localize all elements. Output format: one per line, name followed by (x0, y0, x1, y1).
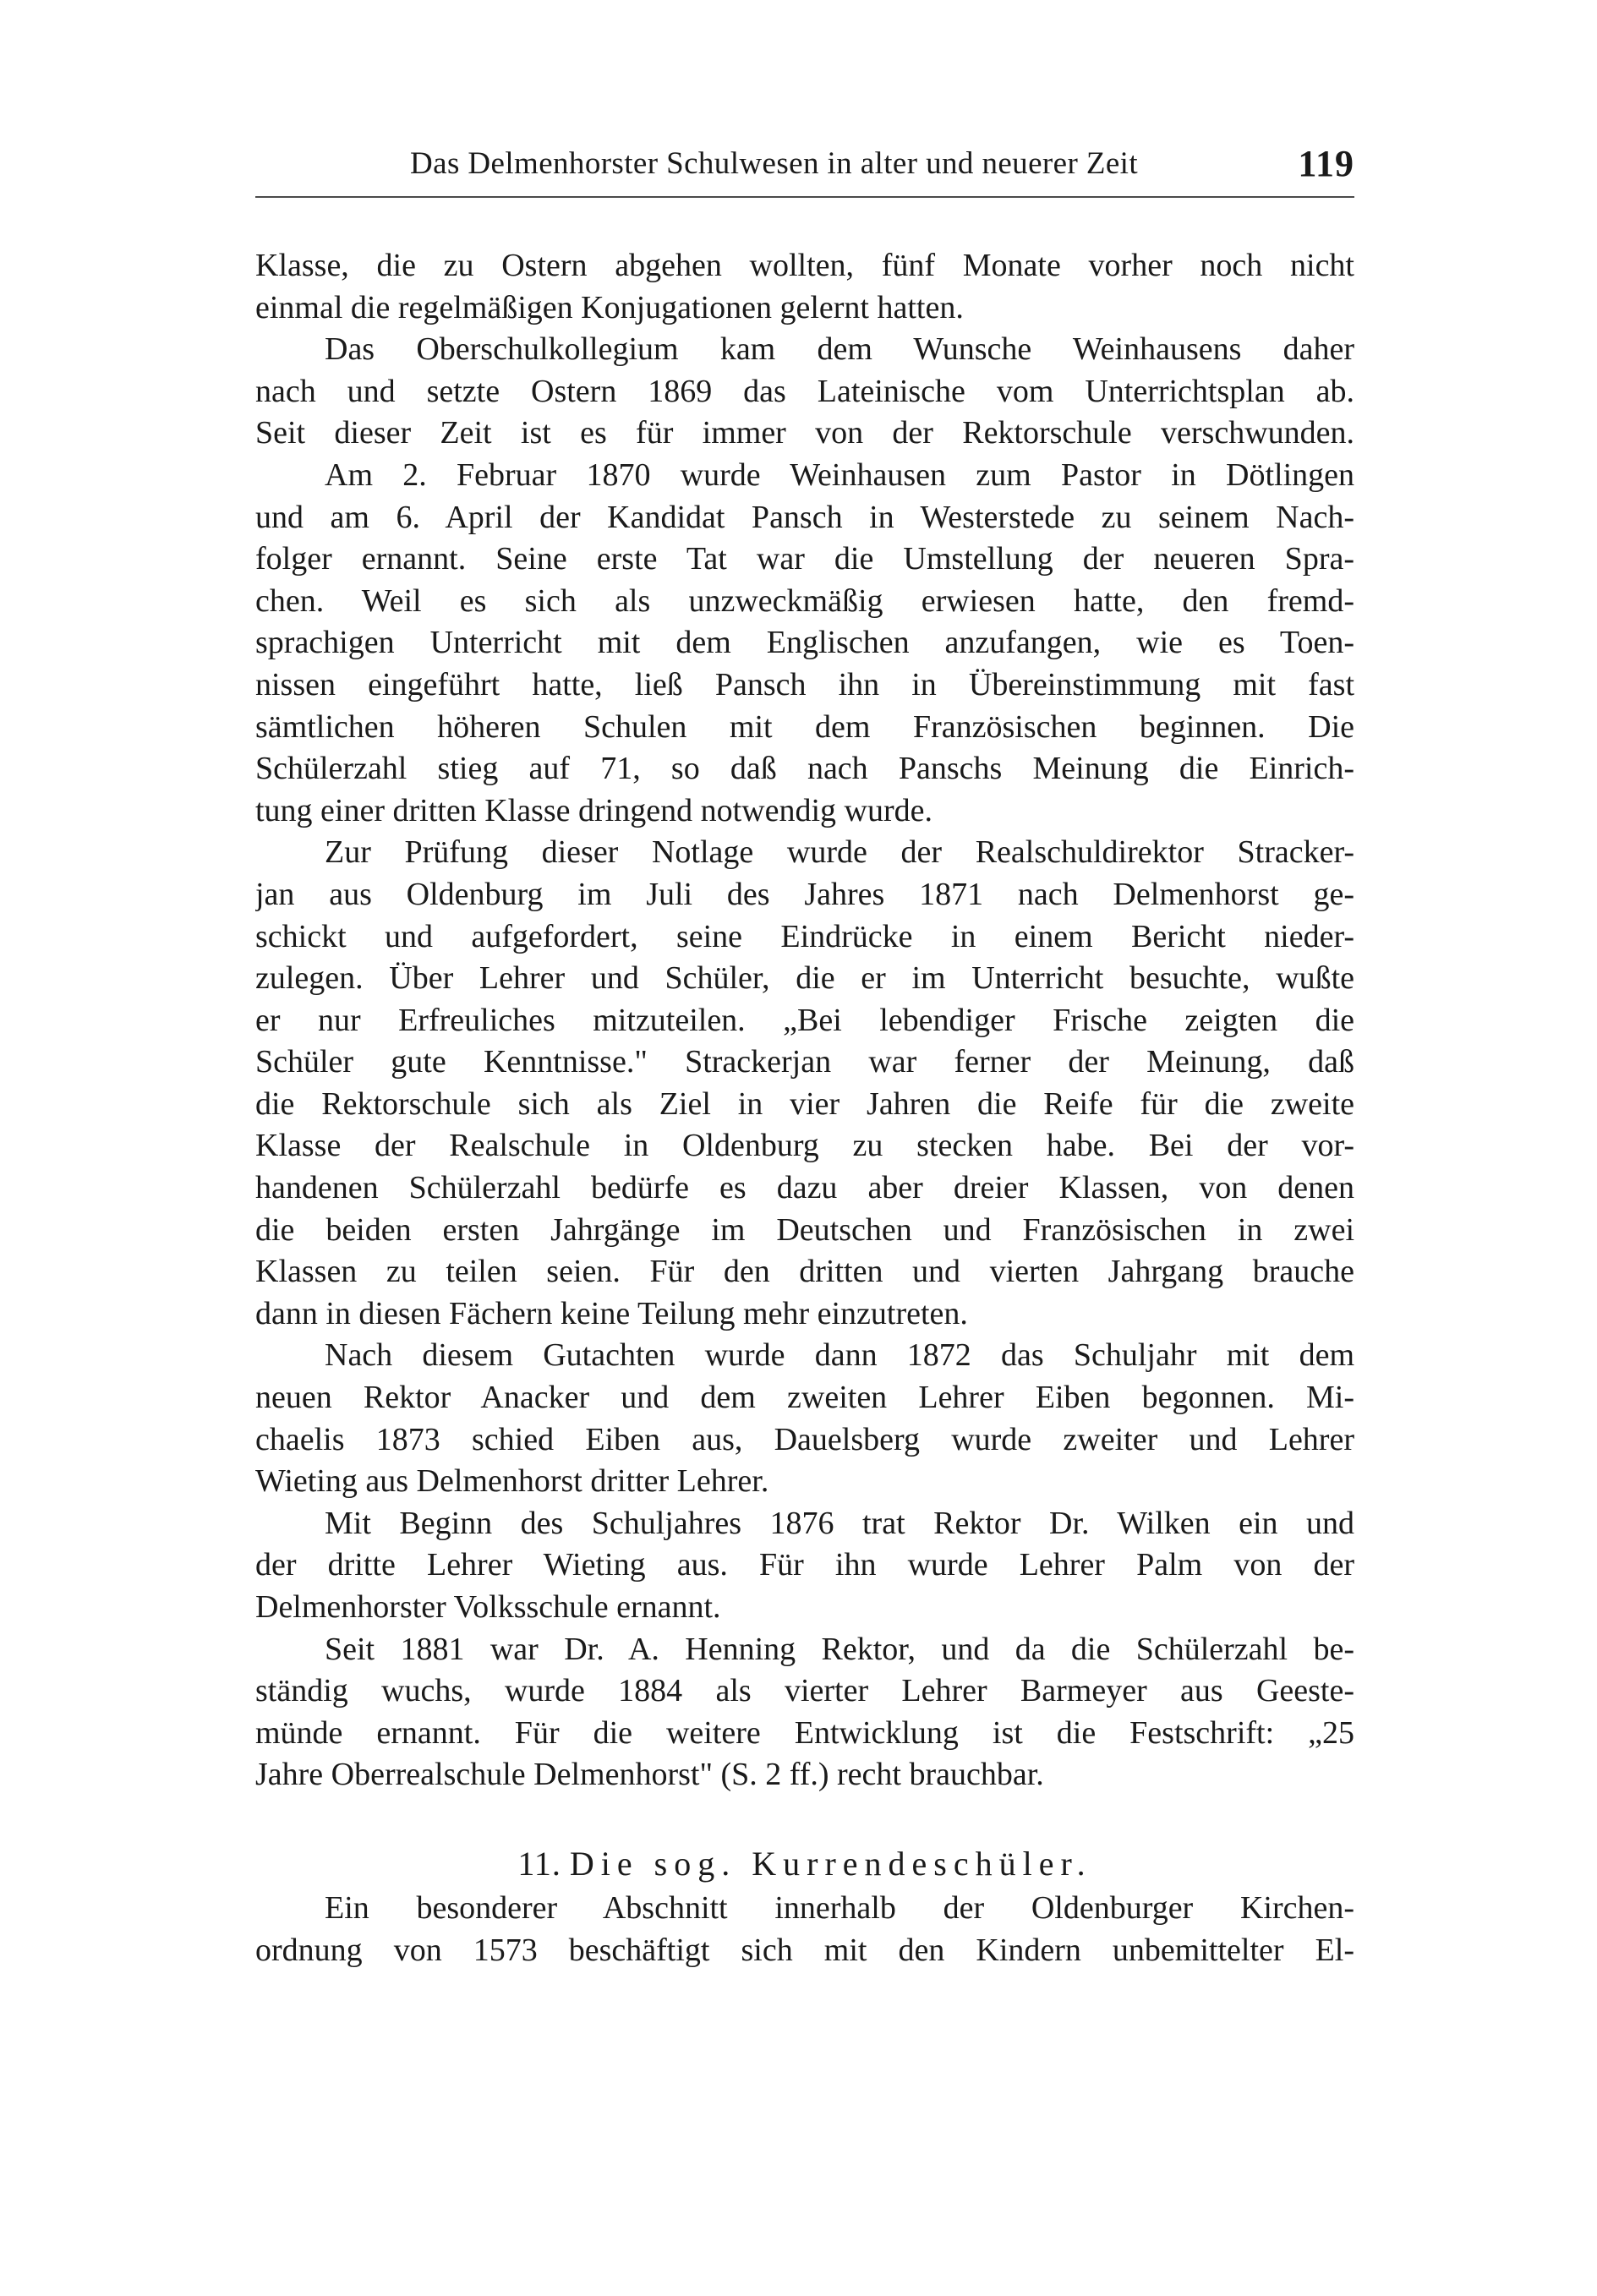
text-line: Klassen zu teilen seien. Für den dritten und vierten Jahrgang brauche (255, 1254, 1354, 1290)
running-head (255, 142, 1354, 193)
text-line: die beiden ersten Jahrgänge im Deutschen und Französischen in zwei (255, 1211, 1354, 1248)
text-line: Klasse der Realschule in Oldenburg zu stecken habe. Bei der vor- (255, 1128, 1354, 1164)
text-line: Schüler gute Kenntnisse." Strackerjan war ferner der Meinung, daß (255, 1044, 1354, 1080)
text-line: folger ernannt. Seine erste Tat war die Umstellung der neueren Spra- (255, 541, 1354, 577)
body-text (255, 245, 1354, 1971)
text-line: ordnung von 1573 beschäftigt sich mit den Kindern unbemittelter El- (255, 1932, 1354, 1968)
text-line: Nach diesem Gutachten wurde dann 1872 das Schuljahr mit dem (325, 1337, 1354, 1374)
page-number: 119 (1298, 143, 1354, 184)
text-line: Am 2. Februar 1870 wurde Weinhausen zum Pastor in Dötlingen (325, 456, 1354, 493)
text-line: schickt und aufgefordert, seine Eindrücke in einem Bericht nieder- (255, 918, 1354, 954)
text-line: nach und setzte Ostern 1869 das Lateinische vom Unterrichtsplan ab. (255, 373, 1354, 409)
text-line: Delmenhorster Volksschule ernannt. (255, 1589, 721, 1625)
text-line: er nur Erfreuliches mitzuteilen. „Bei lebendiger Frische zeigten die (255, 1002, 1354, 1038)
text-line: sprachigen Unterricht mit dem Englischen anzufangen, wie es Toen- (255, 625, 1354, 661)
text-line: jan aus Oldenburg im Juli des Jahres 1871 nach Delmenhorst ge- (255, 876, 1354, 912)
section-spacer (255, 1796, 1354, 1840)
text-line: Schülerzahl stieg auf 71, so daß nach Panschs Meinung die Einrich- (255, 751, 1354, 787)
text-line: zulegen. Über Lehrer und Schüler, die er im Unterricht besuchte, wußte (255, 960, 1354, 997)
text-line: die Rektorschule sich als Ziel in vier Jahren die Reife für die zweite (255, 1085, 1354, 1122)
text-line: neuen Rektor Anacker und dem zweiten Lehrer Eiben begonnen. Mi- (255, 1380, 1354, 1416)
section-heading (255, 1840, 1354, 1888)
text-line: Das Oberschulkollegium kam dem Wunsche Weinhausens daher (325, 331, 1354, 368)
header-rule (255, 196, 1354, 198)
text-line: und am 6. April der Kandidat Pansch in Westerstede zu seinem Nach- (255, 499, 1354, 535)
text-line: tung einer dritten Klasse dringend notwendig wurde. (255, 792, 932, 828)
text-line: Seit 1881 war Dr. A. Henning Rektor, und da die Schülerzahl be- (325, 1631, 1354, 1667)
text-line: Seit dieser Zeit ist es für immer von der Rektorschule verschwunden. (255, 415, 1354, 451)
text-line: Zur Prüfung dieser Notlage wurde der Realschuldirektor Stracker- (325, 834, 1354, 871)
text-line: Jahre Oberrealschule Delmenhorst" (S. 2 ff.) recht brauchbar. (255, 1757, 1044, 1793)
text-line: chen. Weil es sich als unzweckmäßig erwiesen hatte, den fremd- (255, 582, 1354, 619)
text-line: einmal die regelmäßigen Konjugationen gelernt hatten. (255, 289, 964, 325)
section-title: Die sog. Kurrendeschüler. (569, 1844, 1092, 1883)
text-line: Wieting aus Delmenhorst dritter Lehrer. (255, 1463, 769, 1500)
text-line: sämtlichen höheren Schulen mit dem Französischen beginnen. Die (255, 708, 1354, 745)
text-line: ständig wuchs, wurde 1884 als vierter Lehrer Barmeyer aus Geeste- (255, 1673, 1354, 1709)
text-line: Mit Beginn des Schuljahres 1876 trat Rektor Dr. Wilken ein und (325, 1505, 1354, 1541)
text-line: chaelis 1873 schied Eiben aus, Dauelsberg wurde zweiter und Lehrer (255, 1421, 1354, 1457)
text-line: münde ernannt. Für die weitere Entwicklung ist die Festschrift: „25 (255, 1714, 1354, 1751)
text-line: Klasse, die zu Ostern abgehen wollten, fünf Monate vorher noch nicht (255, 248, 1354, 283)
text-line: dann in diesen Fächern keine Teilung mehr einzutreten. (255, 1295, 968, 1331)
text-line: der dritte Lehrer Wieting aus. Für ihn wurde Lehrer Palm von der (255, 1547, 1354, 1583)
running-title: Das Delmenhorster Schulwesen in alter und neuerer Zeit (410, 146, 1139, 181)
text-line: nissen eingeführt hatte, ließ Pansch ihn in Übereinstimmung mit fast (255, 666, 1354, 702)
text-line: handenen Schülerzahl bedürfe es dazu aber dreier Klassen, von denen (255, 1170, 1354, 1206)
section-number: 11. (517, 1844, 561, 1883)
text-line: Ein besonderer Abschnitt innerhalb der Oldenburger Kirchen- (325, 1889, 1354, 1926)
